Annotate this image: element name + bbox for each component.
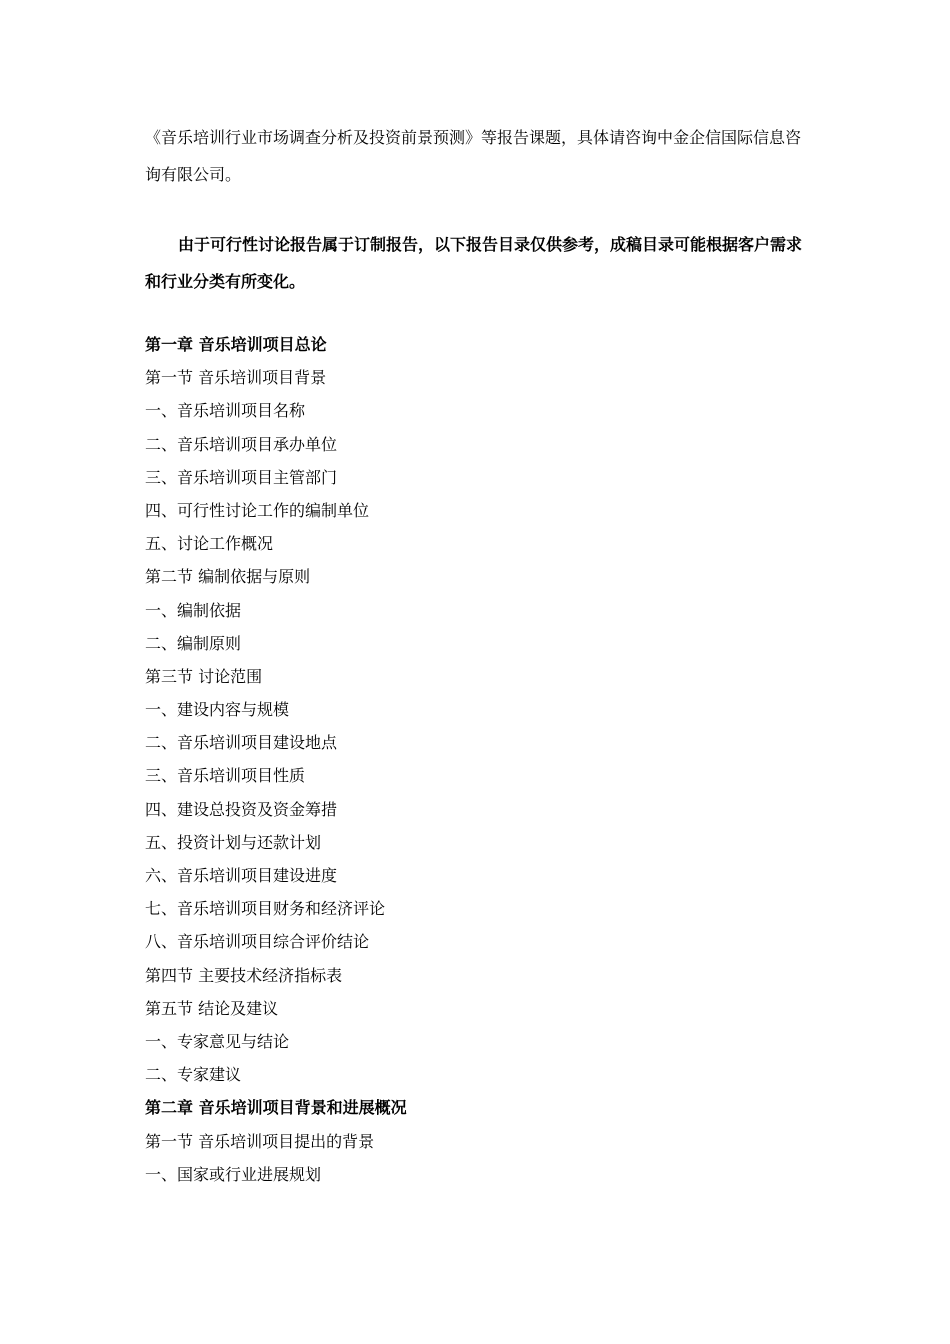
toc-chapter-heading: 第一章 音乐培训项目总论 bbox=[145, 335, 327, 354]
toc-entry: 二、专家建议 bbox=[145, 1065, 242, 1085]
intro-paragraph: 《音乐培训行业市场调查分析及投资前景预测》等报告课题，具体请咨询中金企信国际信息咨询有限公司。 bbox=[145, 128, 802, 184]
toc-entry: 一、音乐培训项目名称 bbox=[145, 401, 306, 421]
toc-entry: 一、编制依据 bbox=[145, 600, 242, 620]
toc-entry: 第一节 音乐培训项目背景 bbox=[145, 368, 327, 388]
toc-chapter-heading: 第二章 音乐培训项目背景和进展概况 bbox=[145, 1098, 407, 1118]
toc-entry: 二、音乐培训项目建设地点 bbox=[145, 733, 338, 753]
toc-entry: 四、建设总投资及资金筹措 bbox=[145, 799, 338, 819]
toc-entry: 第三节 讨论范围 bbox=[145, 666, 263, 686]
toc-entry: 二、编制原则 bbox=[145, 633, 242, 653]
toc-entry: 一、专家意见与结论 bbox=[145, 1031, 290, 1051]
table-of-contents bbox=[145, 328, 810, 1191]
toc-entry: 一、国家或行业进展规划 bbox=[145, 1164, 322, 1184]
toc-entry: 一、建设内容与规模 bbox=[145, 700, 290, 720]
toc-entry: 六、音乐培训项目建设进度 bbox=[145, 866, 338, 885]
toc-entry: 第二节 编制依据与原则 bbox=[145, 567, 311, 587]
toc-entry: 第四节 主要技术经济指标表 bbox=[145, 965, 343, 985]
toc-entry: 五、投资计划与还款计划 bbox=[145, 832, 322, 852]
toc-entry: 第五节 结论及建议 bbox=[145, 998, 279, 1018]
toc-entry: 八、音乐培训项目综合评价结论 bbox=[145, 932, 370, 952]
toc-entry: 三、音乐培训项目主管部门 bbox=[145, 467, 338, 487]
toc-entry: 三、音乐培训项目性质 bbox=[145, 766, 306, 786]
toc-entry: 五、讨论工作概况 bbox=[145, 534, 274, 554]
toc-entry: 第一节 音乐培训项目提出的背景 bbox=[145, 1131, 375, 1151]
toc-entry: 四、可行性讨论工作的编制单位 bbox=[145, 500, 370, 520]
disclaimer-paragraph: 由于可行性讨论报告属于订制报告，以下报告目录仅供参考，成稿目录可能根据客户需求和行业分类有所变化。 bbox=[145, 235, 803, 291]
toc-entry: 七、音乐培训项目财务和经济评论 bbox=[145, 899, 386, 919]
toc-entry: 二、音乐培训项目承办单位 bbox=[145, 434, 338, 454]
